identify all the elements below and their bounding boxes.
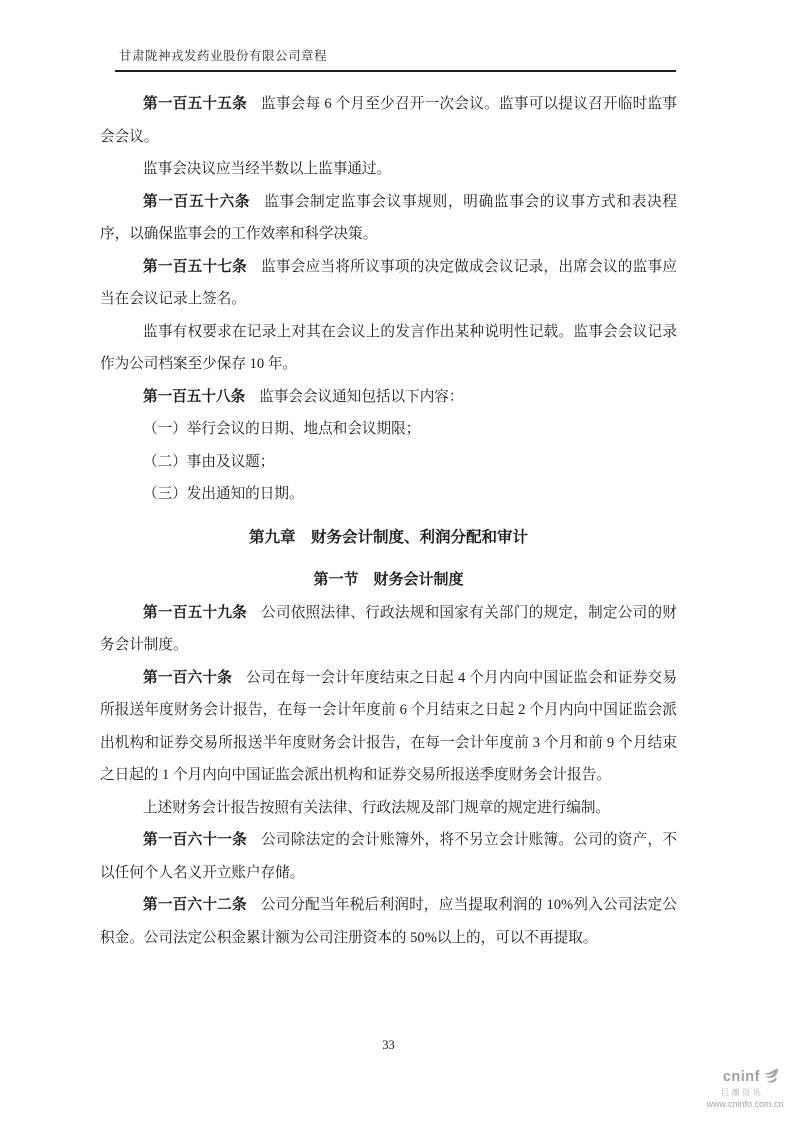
article-paragraph [100, 597, 677, 662]
article-paragraph [100, 186, 677, 251]
article-text: 公司依照法律、行政法规和国家有关部门的规定，制定公司的财务会计制度。 [100, 604, 677, 653]
article-number: 第一百五十五条 [143, 96, 247, 112]
article-number: 第一百六十二条 [143, 897, 247, 913]
article-paragraph [100, 662, 677, 792]
article-paragraph [100, 381, 677, 414]
chapter-heading: 第九章 财务会计制度、利润分配和审计 [248, 528, 528, 546]
document-body [100, 88, 677, 954]
article-number: 第一百六十条 [143, 669, 233, 686]
article-number: 第一百五十九条 [143, 604, 248, 621]
article-number: 第一百五十六条 [143, 193, 251, 210]
page-number: 33 [382, 1038, 395, 1052]
cninfo-brand-text: cninf [722, 1069, 760, 1086]
article-text: 公司分配当年税后利润时，应当提取利润的 10%列入公司法定公积金。公司法定公积金累计额为公司注册资本的 50%以上的，可以不再提取。 [100, 897, 677, 946]
paragraph-text: 监事会决议应当经半数以上监事通过。 [143, 161, 392, 177]
cninfo-brand-row [701, 1068, 789, 1089]
list-item-text: （二）事由及议题； [143, 453, 275, 470]
article-paragraph [100, 251, 677, 316]
cninfo-watermark [701, 1068, 789, 1110]
cninfo-url: www.cninfo.com.cn [706, 1099, 784, 1110]
section-heading: 第一节 财务会计制度 [313, 571, 464, 588]
article-paragraph [100, 88, 677, 153]
article-number: 第一百五十八条 [143, 388, 246, 405]
article-text: 监事会每 6 个月至少召开一次会议。监事可以提议召开临时监事会会议。 [100, 96, 677, 145]
list-item [100, 446, 677, 479]
header-title: 甘肃陇神戎发药业股份有限公司章程 [119, 49, 328, 63]
article-text: 公司在每一会计年度结束之日起 4 个月内向中国证监会和证券交易所报送年度财务会计报告，在每一会计年度前 6 个月结束之日起 2 个月内向中国证监会派出机构和证券交易所报送半年度财务会计报告，在每一会计年度前 3 个月和前 9 个月结束之日起的 1 个月内向中国证监会派出机构和证券交易所报送季度财务会计报告。 [100, 669, 677, 783]
article-paragraph [100, 824, 677, 889]
paragraph-text: 监事有权要求在记录上对其在会议上的发言作出某种说明性记载。监事会会议记录作为公司档案至少保存 10 年。 [100, 323, 677, 372]
page-header [115, 46, 676, 72]
article-number: 第一百五十七条 [143, 258, 248, 275]
article-text: 监事会会议通知包括以下内容： [259, 388, 464, 405]
body-paragraph [100, 316, 677, 381]
list-item [100, 478, 677, 511]
cninfo-swirl-icon [762, 1068, 779, 1089]
article-text: 监事会制定监事会议事规则，明确监事会的议事方式和表决程序，以确保监事会的工作效率和科学决策。 [100, 193, 677, 242]
list-item-text: （三）发出通知的日期。 [143, 486, 304, 502]
body-paragraph [100, 153, 677, 186]
article-text: 监事会应当将所议事项的决定做成会议记录，出席会议的监事应当在会议记录上签名。 [100, 258, 677, 307]
list-item [100, 413, 677, 446]
paragraph-text: 上述财务会计报告按照有关法律、行政法规及部门规章的规定进行编制。 [143, 799, 611, 816]
list-item-text: （一）举行会议的日期、地点和会议期限； [143, 421, 421, 437]
cninfo-chinese-name: 巨潮资讯 [721, 1088, 763, 1098]
article-text: 公司除法定的会计账簿外，将不另立会计账簿。公司的资产，不以任何个人名义开立账户存储。 [100, 832, 677, 881]
article-number: 第一百六十一条 [143, 832, 248, 848]
body-paragraph [100, 792, 677, 825]
article-paragraph [100, 889, 677, 954]
